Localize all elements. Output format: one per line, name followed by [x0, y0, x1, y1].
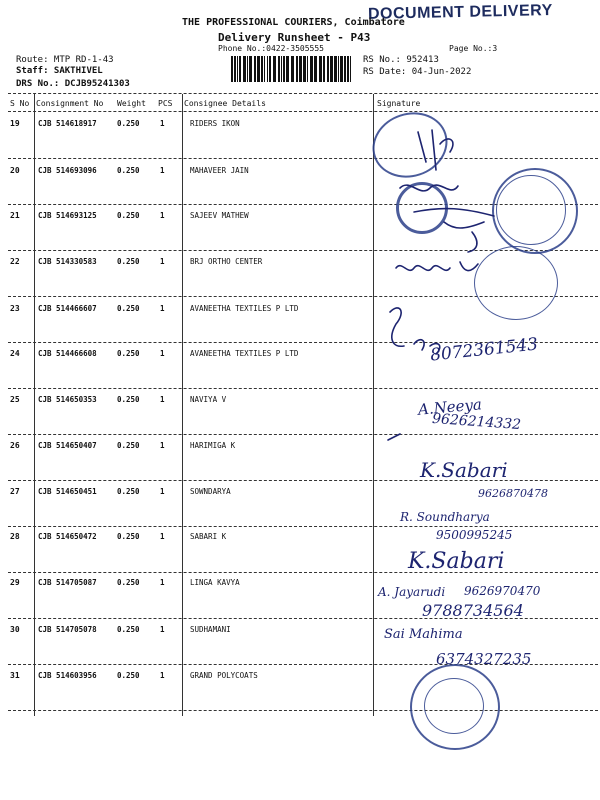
row-weight: 0.250: [117, 304, 140, 313]
barcode-bar: [278, 56, 280, 82]
row-consignment: CJB 514650472: [38, 532, 97, 541]
barcode-bar: [323, 56, 325, 82]
barcode-bar: [303, 56, 306, 82]
runsheet-title: Delivery Runsheet - P43: [218, 31, 371, 44]
row-sno: 23: [10, 304, 20, 313]
row-weight: 0.250: [117, 671, 140, 680]
row-consignment: CJB 514650407: [38, 441, 97, 450]
row-consignee: SAJEEV MATHEW: [190, 211, 249, 220]
barcode-bar: [243, 56, 246, 82]
barcode-bar: [257, 56, 260, 82]
row-sno: 26: [10, 441, 20, 450]
barcode-bar: [338, 56, 339, 82]
page-number: Page No.:3: [449, 44, 498, 53]
col-sno: S No: [10, 99, 30, 108]
row-pcs: 1: [160, 395, 165, 404]
handwritten-phone: 9626870478: [478, 487, 548, 500]
row-consignee: SABARI K: [190, 532, 227, 541]
handwritten-name: A. Jayarudi: [378, 585, 446, 599]
handwritten-name: K.Sabari: [420, 458, 508, 482]
row-consignee: BRJ ORTHO CENTER: [190, 257, 263, 266]
row-pcs: 1: [160, 441, 165, 450]
row-sno: 20: [10, 166, 20, 175]
signature-22: [396, 262, 478, 271]
company-title: THE PROFESSIONAL COURIERS, Coimbatore: [182, 17, 405, 28]
row-consignee: RIDERS IKON: [190, 119, 240, 128]
barcode-bar: [291, 56, 294, 82]
col-signature: Signature: [377, 99, 421, 108]
phone-number: Phone No.:0422-3505555: [218, 44, 324, 53]
row-sno: 30: [10, 625, 20, 634]
header-rule-top: [8, 93, 598, 94]
barcode-bar: [261, 56, 263, 82]
handwritten-phone: 9626970470: [464, 584, 541, 598]
col-consignment: Consignment No: [36, 99, 104, 108]
rs-number: RS No.: 952413: [363, 55, 439, 65]
drs-number: DRS No.: DCJB95241303: [16, 79, 130, 89]
handwritten-name: K.Sabari: [408, 549, 505, 574]
barcode-bar: [344, 56, 346, 82]
route: Route: MTP RD-1-43: [16, 55, 114, 65]
row-weight: 0.250: [117, 211, 140, 220]
column-divider: [34, 94, 35, 716]
row-consignment: CJB 514650353: [38, 395, 97, 404]
row-consignment: CJB 514330583: [38, 257, 97, 266]
barcode-bar: [234, 56, 236, 82]
row-pcs: 1: [160, 166, 165, 175]
row-consignment: CJB 514705087: [38, 578, 97, 587]
row-pcs: 1: [160, 487, 165, 496]
row-consignment: CJB 514693096: [38, 166, 97, 175]
row-pcs: 1: [160, 119, 165, 128]
barcode-bar: [347, 56, 349, 82]
barcode-bar: [269, 56, 271, 82]
row-consignment: CJB 514466607: [38, 304, 97, 313]
handwritten-phone: 9626214332: [431, 410, 522, 434]
barcode-bar: [314, 56, 317, 82]
row-sno: 27: [10, 487, 20, 496]
row-consignment: CJB 514603956: [38, 671, 97, 680]
signature-scribbles: [374, 112, 598, 712]
barcode-bar: [340, 56, 343, 82]
row-pcs: 1: [160, 532, 165, 541]
handwritten-name: A.Neeya: [417, 395, 483, 419]
row-sno: 22: [10, 257, 20, 266]
barcode-bar: [267, 56, 268, 82]
row-pcs: 1: [160, 625, 165, 634]
barcode-bar: [264, 56, 265, 82]
barcode-bar: [350, 56, 351, 82]
barcode-bar: [299, 56, 302, 82]
row-pcs: 1: [160, 671, 165, 680]
rs-date: RS Date: 04-Jun-2022: [363, 67, 472, 77]
signature-26: [388, 434, 400, 440]
barcode-bar: [296, 56, 298, 82]
barcode-bar: [231, 56, 233, 82]
row-weight: 0.250: [117, 487, 140, 496]
row-consignment: CJB 514693125: [38, 211, 97, 220]
row-sno: 25: [10, 395, 20, 404]
row-sno: 19: [10, 119, 20, 128]
barcode: [231, 56, 353, 82]
row-consignee: LINGA KAVYA: [190, 578, 240, 587]
row-weight: 0.250: [117, 395, 140, 404]
barcode-bar: [307, 56, 308, 82]
row-consignment: CJB 514705078: [38, 625, 97, 634]
row-consignee: NAVIYA V: [190, 395, 227, 404]
barcode-bar: [334, 56, 337, 82]
barcode-bar: [273, 56, 276, 82]
handwritten-name: Sai Mahima: [384, 627, 463, 642]
barcode-bar: [239, 56, 241, 82]
barcode-bar: [327, 56, 329, 82]
barcode-bar: [254, 56, 256, 82]
barcode-bar: [286, 56, 289, 82]
handwritten-phone: 8072361543: [429, 334, 539, 366]
row-pcs: 1: [160, 304, 165, 313]
row-sno: 31: [10, 671, 20, 680]
signature-21: [444, 222, 484, 252]
row-consignment: CJB 514650451: [38, 487, 97, 496]
barcode-bar: [283, 56, 285, 82]
row-sno: 21: [10, 211, 20, 220]
staff: Staff: SAKTHIVEL: [16, 66, 103, 76]
handwritten-phone: 6374327235: [436, 650, 532, 668]
row-sno: 28: [10, 532, 20, 541]
row-weight: 0.250: [117, 578, 140, 587]
row-weight: 0.250: [117, 532, 140, 541]
row-sno: 29: [10, 578, 20, 587]
col-consignee: Consignee Details: [184, 99, 266, 108]
signature-24: [414, 340, 440, 354]
handwritten-name: R. Soundharya: [400, 510, 490, 524]
row-consignee: SOWNDARYA: [190, 487, 231, 496]
barcode-bar: [281, 56, 282, 82]
row-consignee: SUDHAMANI: [190, 625, 231, 634]
handwritten-phone: 9788734564: [422, 601, 524, 620]
row-consignee: MAHAVEER JAIN: [190, 166, 249, 175]
row-weight: 0.250: [117, 441, 140, 450]
barcode-bar: [319, 56, 322, 82]
row-consignee: HARIMIGA K: [190, 441, 236, 450]
row-weight: 0.250: [117, 625, 140, 634]
signature-20: [400, 185, 494, 216]
row-pcs: 1: [160, 257, 165, 266]
col-pcs: PCS: [158, 99, 173, 108]
barcode-bar: [249, 56, 252, 82]
row-sno: 24: [10, 349, 20, 358]
row-consignee: AVANEETHA TEXTILES P LTD: [190, 349, 299, 358]
row-consignment: CJB 514618917: [38, 119, 97, 128]
barcode-bar: [247, 56, 248, 82]
row-weight: 0.250: [117, 119, 140, 128]
row-weight: 0.250: [117, 257, 140, 266]
document-delivery-stamp: DOCUMENT DELIVERY: [367, 2, 553, 23]
row-weight: 0.250: [117, 349, 140, 358]
row-pcs: 1: [160, 211, 165, 220]
row-weight: 0.250: [117, 166, 140, 175]
handwritten-phone: 9500995245: [436, 528, 513, 542]
row-pcs: 1: [160, 578, 165, 587]
signature-23: [390, 308, 404, 346]
row-consignment: CJB 514466608: [38, 349, 97, 358]
column-divider: [182, 94, 183, 716]
row-consignee: AVANEETHA TEXTILES P LTD: [190, 304, 299, 313]
barcode-bar: [330, 56, 333, 82]
row-consignee: GRAND POLYCOATS: [190, 671, 258, 680]
barcode-bar: [237, 56, 238, 82]
barcode-bar: [310, 56, 313, 82]
col-weight: Weight: [117, 99, 146, 108]
row-pcs: 1: [160, 349, 165, 358]
signature-19: [418, 130, 453, 170]
